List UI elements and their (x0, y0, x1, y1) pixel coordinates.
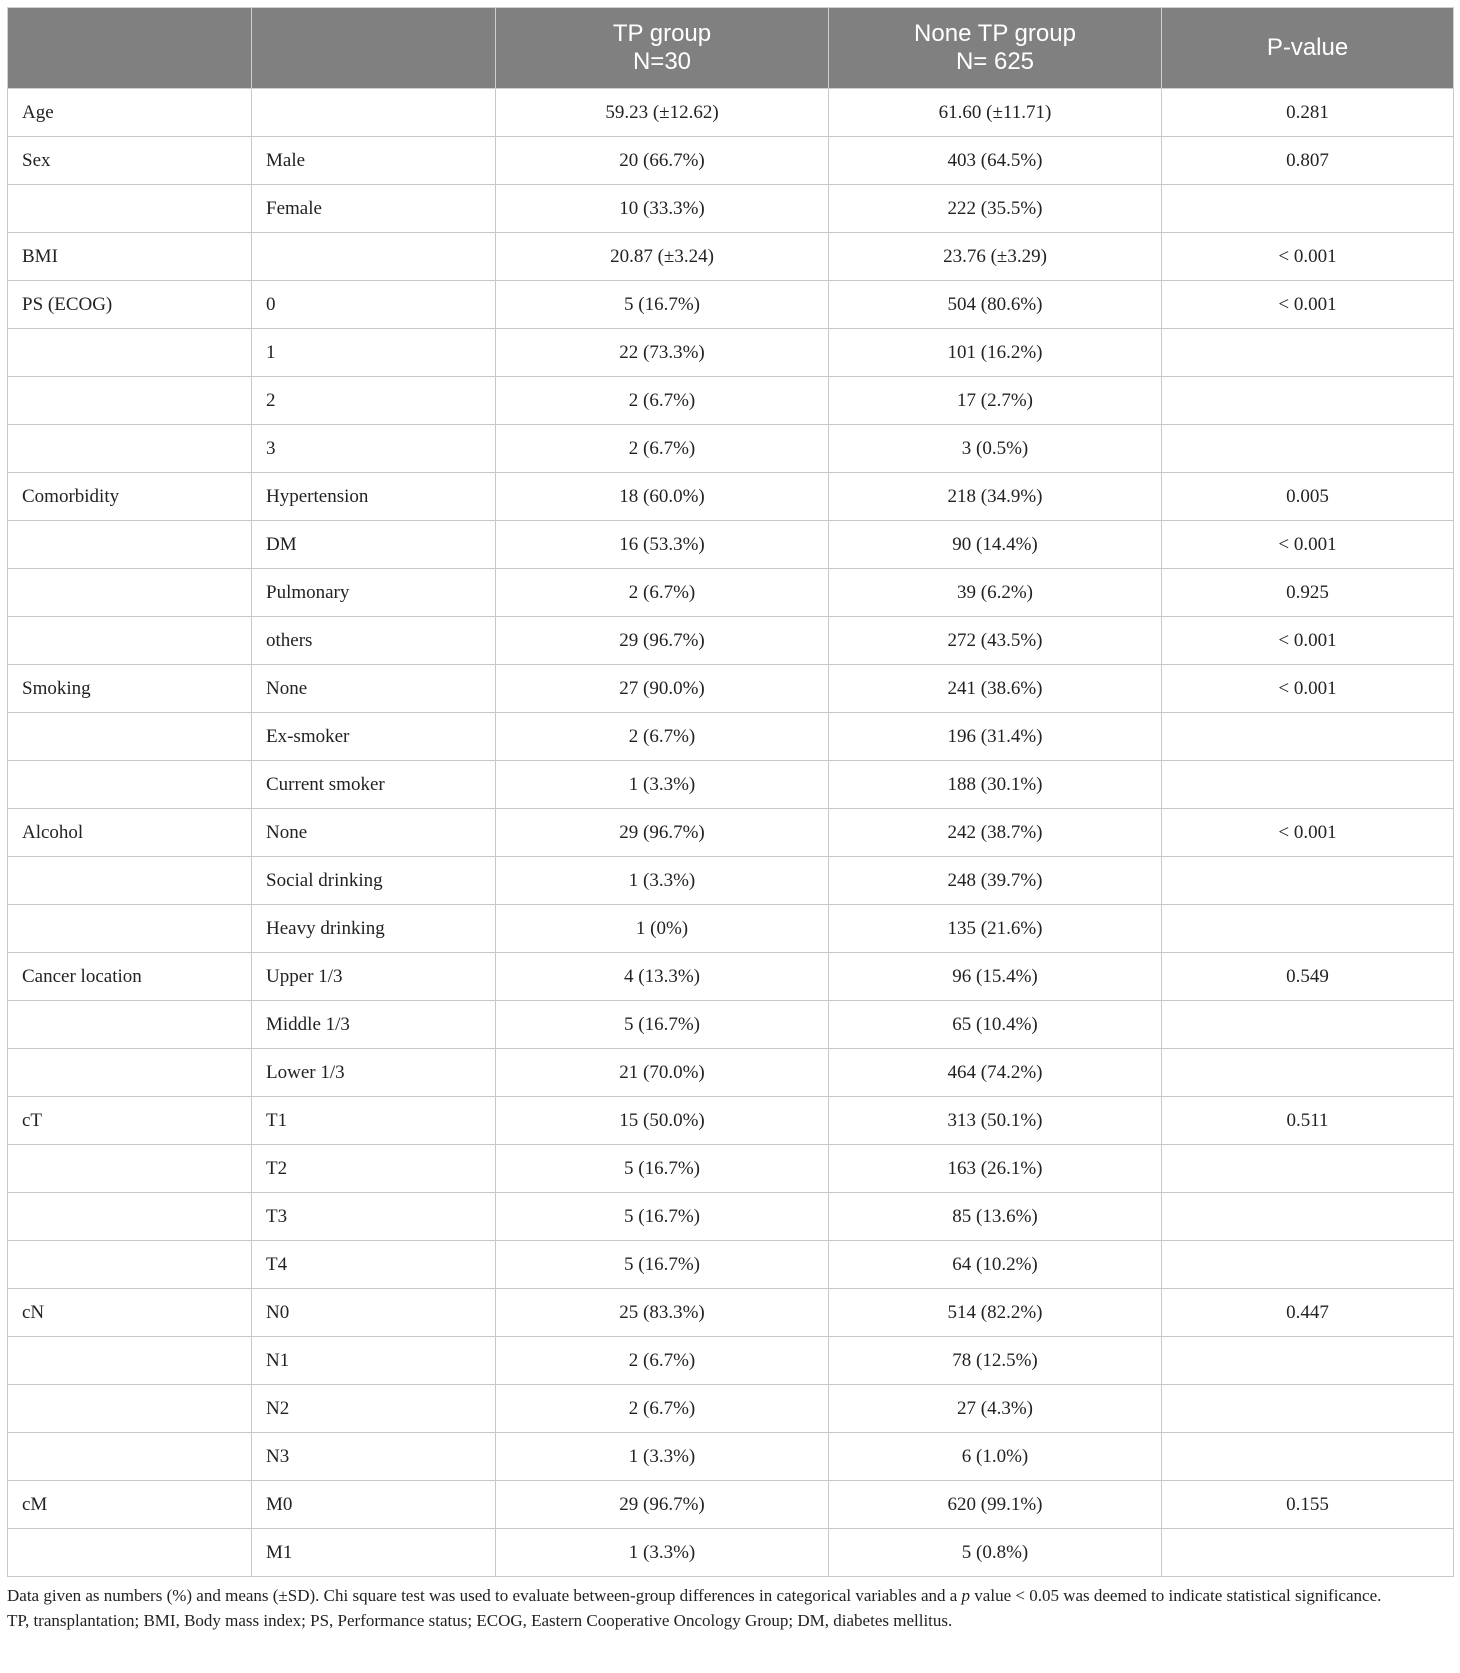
cell-p-value (1162, 185, 1454, 233)
cell-tp-group: 1 (3.3%) (496, 1529, 829, 1577)
cell-none-tp-group: 17 (2.7%) (829, 377, 1162, 425)
table-row (8, 233, 1454, 281)
cell-p-value: < 0.001 (1162, 665, 1454, 713)
cell-category: Hypertension (252, 473, 496, 521)
table-row (8, 1529, 1454, 1577)
table-row (8, 1241, 1454, 1289)
cell-p-value: < 0.001 (1162, 521, 1454, 569)
table-row (8, 665, 1454, 713)
cell-category (252, 233, 496, 281)
cell-tp-group: 18 (60.0%) (496, 473, 829, 521)
cell-category: N3 (252, 1433, 496, 1481)
cell-p-value: 0.005 (1162, 473, 1454, 521)
cell-category: others (252, 617, 496, 665)
cell-p-value (1162, 377, 1454, 425)
cell-variable: Age (8, 89, 252, 137)
cell-p-value (1162, 713, 1454, 761)
cell-none-tp-group: 403 (64.5%) (829, 137, 1162, 185)
cell-tp-group: 29 (96.7%) (496, 617, 829, 665)
header-variable (8, 8, 252, 89)
cell-category: M0 (252, 1481, 496, 1529)
cell-p-value: < 0.001 (1162, 809, 1454, 857)
cell-variable (8, 1385, 252, 1433)
table-row (8, 1385, 1454, 1433)
cell-none-tp-group: 313 (50.1%) (829, 1097, 1162, 1145)
cell-none-tp-group: 504 (80.6%) (829, 281, 1162, 329)
cell-category: M1 (252, 1529, 496, 1577)
cell-tp-group: 5 (16.7%) (496, 281, 829, 329)
header-tp-title: TP group (612, 20, 712, 47)
cell-p-value: < 0.001 (1162, 233, 1454, 281)
cell-none-tp-group: 64 (10.2%) (829, 1241, 1162, 1289)
table-footnotes (7, 1583, 1453, 1633)
cell-category: N0 (252, 1289, 496, 1337)
cell-p-value (1162, 1145, 1454, 1193)
cell-variable: Cancer location (8, 953, 252, 1001)
cell-none-tp-group: 90 (14.4%) (829, 521, 1162, 569)
cell-variable: cT (8, 1097, 252, 1145)
table-row (8, 905, 1454, 953)
cell-p-value (1162, 761, 1454, 809)
cell-category: None (252, 665, 496, 713)
cell-p-value: < 0.001 (1162, 281, 1454, 329)
cell-variable: BMI (8, 233, 252, 281)
cell-none-tp-group: 242 (38.7%) (829, 809, 1162, 857)
cell-variable (8, 1145, 252, 1193)
cell-p-value (1162, 1193, 1454, 1241)
cell-none-tp-group: 514 (82.2%) (829, 1289, 1162, 1337)
cell-variable (8, 617, 252, 665)
cell-variable (8, 1193, 252, 1241)
cell-variable (8, 761, 252, 809)
cell-category: DM (252, 521, 496, 569)
characteristics-table (7, 7, 1454, 1577)
cell-p-value (1162, 329, 1454, 377)
cell-none-tp-group: 241 (38.6%) (829, 665, 1162, 713)
cell-category: Social drinking (252, 857, 496, 905)
cell-variable: Comorbidity (8, 473, 252, 521)
cell-tp-group: 2 (6.7%) (496, 425, 829, 473)
cell-tp-group: 2 (6.7%) (496, 377, 829, 425)
cell-tp-group: 5 (16.7%) (496, 1193, 829, 1241)
header-none-tp-n: N= 625 (955, 48, 1035, 75)
cell-tp-group: 4 (13.3%) (496, 953, 829, 1001)
footnote-p-italic: p (961, 1586, 971, 1605)
cell-category: Pulmonary (252, 569, 496, 617)
cell-tp-group: 29 (96.7%) (496, 1481, 829, 1529)
cell-variable (8, 1049, 252, 1097)
cell-tp-group: 5 (16.7%) (496, 1145, 829, 1193)
cell-p-value (1162, 425, 1454, 473)
table-container (7, 7, 1453, 1577)
cell-p-value: 0.511 (1162, 1097, 1454, 1145)
cell-category: N2 (252, 1385, 496, 1433)
cell-tp-group: 25 (83.3%) (496, 1289, 829, 1337)
cell-variable (8, 1241, 252, 1289)
cell-category (252, 89, 496, 137)
cell-none-tp-group: 85 (13.6%) (829, 1193, 1162, 1241)
header-none-tp-group (829, 8, 1162, 89)
cell-p-value (1162, 1049, 1454, 1097)
cell-category: Heavy drinking (252, 905, 496, 953)
table-row (8, 1337, 1454, 1385)
cell-p-value (1162, 1529, 1454, 1577)
cell-category: N1 (252, 1337, 496, 1385)
table-row (8, 137, 1454, 185)
cell-category: Current smoker (252, 761, 496, 809)
cell-category: 1 (252, 329, 496, 377)
cell-category: Ex-smoker (252, 713, 496, 761)
cell-none-tp-group: 163 (26.1%) (829, 1145, 1162, 1193)
table-row (8, 1049, 1454, 1097)
cell-variable (8, 1529, 252, 1577)
cell-tp-group: 21 (70.0%) (496, 1049, 829, 1097)
cell-category: Male (252, 137, 496, 185)
cell-none-tp-group: 65 (10.4%) (829, 1001, 1162, 1049)
header-p-value: P-value (1162, 8, 1454, 89)
footnote-methods-text-end: value < 0.05 was deemed to indicate statistical significance. (970, 1586, 1382, 1605)
cell-variable (8, 857, 252, 905)
cell-none-tp-group: 188 (30.1%) (829, 761, 1162, 809)
table-row (8, 425, 1454, 473)
cell-p-value (1162, 905, 1454, 953)
cell-variable: Alcohol (8, 809, 252, 857)
cell-variable (8, 713, 252, 761)
cell-category: 0 (252, 281, 496, 329)
table-row (8, 857, 1454, 905)
cell-variable: cM (8, 1481, 252, 1529)
table-row (8, 1481, 1454, 1529)
table-row (8, 761, 1454, 809)
cell-variable (8, 905, 252, 953)
header-tp-group (496, 8, 829, 89)
cell-tp-group: 20.87 (±3.24) (496, 233, 829, 281)
cell-p-value: 0.281 (1162, 89, 1454, 137)
cell-tp-group: 20 (66.7%) (496, 137, 829, 185)
table-row (8, 473, 1454, 521)
table-body (8, 89, 1454, 1577)
cell-variable (8, 1001, 252, 1049)
cell-p-value: 0.925 (1162, 569, 1454, 617)
cell-variable: Smoking (8, 665, 252, 713)
cell-none-tp-group: 96 (15.4%) (829, 953, 1162, 1001)
table-row (8, 953, 1454, 1001)
table-row (8, 377, 1454, 425)
cell-none-tp-group: 218 (34.9%) (829, 473, 1162, 521)
table-row (8, 617, 1454, 665)
cell-tp-group: 2 (6.7%) (496, 1337, 829, 1385)
table-row (8, 1433, 1454, 1481)
table-row (8, 1145, 1454, 1193)
cell-tp-group: 2 (6.7%) (496, 713, 829, 761)
cell-p-value: 0.155 (1162, 1481, 1454, 1529)
table-row (8, 713, 1454, 761)
table-row (8, 329, 1454, 377)
cell-tp-group: 1 (0%) (496, 905, 829, 953)
cell-category: None (252, 809, 496, 857)
table-row (8, 569, 1454, 617)
cell-none-tp-group: 101 (16.2%) (829, 329, 1162, 377)
footnote-methods (7, 1583, 1453, 1608)
cell-category: T1 (252, 1097, 496, 1145)
table-row (8, 281, 1454, 329)
cell-category: T2 (252, 1145, 496, 1193)
cell-category: Upper 1/3 (252, 953, 496, 1001)
table-row (8, 1193, 1454, 1241)
cell-category: T4 (252, 1241, 496, 1289)
cell-p-value (1162, 1241, 1454, 1289)
cell-variable (8, 425, 252, 473)
cell-variable (8, 569, 252, 617)
cell-tp-group: 29 (96.7%) (496, 809, 829, 857)
cell-variable (8, 329, 252, 377)
cell-none-tp-group: 5 (0.8%) (829, 1529, 1162, 1577)
cell-tp-group: 27 (90.0%) (496, 665, 829, 713)
cell-variable (8, 1337, 252, 1385)
table-row (8, 1289, 1454, 1337)
cell-p-value: < 0.001 (1162, 617, 1454, 665)
cell-variable (8, 1433, 252, 1481)
cell-none-tp-group: 620 (99.1%) (829, 1481, 1162, 1529)
cell-category: T3 (252, 1193, 496, 1241)
cell-p-value (1162, 1001, 1454, 1049)
cell-none-tp-group: 248 (39.7%) (829, 857, 1162, 905)
cell-none-tp-group: 39 (6.2%) (829, 569, 1162, 617)
cell-p-value (1162, 1385, 1454, 1433)
cell-variable (8, 377, 252, 425)
table-row (8, 1097, 1454, 1145)
cell-variable (8, 185, 252, 233)
cell-variable: Sex (8, 137, 252, 185)
cell-category: Middle 1/3 (252, 1001, 496, 1049)
table-row (8, 89, 1454, 137)
cell-none-tp-group: 27 (4.3%) (829, 1385, 1162, 1433)
cell-p-value (1162, 1337, 1454, 1385)
cell-p-value (1162, 857, 1454, 905)
cell-p-value: 0.549 (1162, 953, 1454, 1001)
cell-none-tp-group: 196 (31.4%) (829, 713, 1162, 761)
table-row (8, 185, 1454, 233)
cell-category: 2 (252, 377, 496, 425)
cell-tp-group: 15 (50.0%) (496, 1097, 829, 1145)
cell-category: 3 (252, 425, 496, 473)
cell-p-value: 0.447 (1162, 1289, 1454, 1337)
cell-tp-group: 5 (16.7%) (496, 1241, 829, 1289)
cell-tp-group: 16 (53.3%) (496, 521, 829, 569)
cell-none-tp-group: 222 (35.5%) (829, 185, 1162, 233)
cell-category: Lower 1/3 (252, 1049, 496, 1097)
table-row (8, 1001, 1454, 1049)
cell-none-tp-group: 464 (74.2%) (829, 1049, 1162, 1097)
cell-category: Female (252, 185, 496, 233)
cell-none-tp-group: 272 (43.5%) (829, 617, 1162, 665)
header-none-tp-title: None TP group (914, 20, 1076, 47)
cell-p-value: 0.807 (1162, 137, 1454, 185)
table-row (8, 521, 1454, 569)
footnote-abbreviations: TP, transplantation; BMI, Body mass index; PS, Performance status; ECOG, Eastern Cooperative Oncology Group; DM, diabetes mellitus. (7, 1611, 953, 1630)
footnote-methods-text: Data given as numbers (%) and means (±SD). Chi square test was used to evaluate between-group differences in categorical variables and a (7, 1586, 962, 1605)
header-row (8, 8, 1454, 89)
cell-p-value (1162, 1433, 1454, 1481)
header-tp-n: N=30 (632, 48, 692, 75)
cell-variable: PS (ECOG) (8, 281, 252, 329)
cell-tp-group: 59.23 (±12.62) (496, 89, 829, 137)
header-category (252, 8, 496, 89)
cell-tp-group: 1 (3.3%) (496, 1433, 829, 1481)
cell-tp-group: 2 (6.7%) (496, 569, 829, 617)
cell-none-tp-group: 6 (1.0%) (829, 1433, 1162, 1481)
cell-variable: cN (8, 1289, 252, 1337)
cell-none-tp-group: 23.76 (±3.29) (829, 233, 1162, 281)
cell-none-tp-group: 3 (0.5%) (829, 425, 1162, 473)
cell-none-tp-group: 78 (12.5%) (829, 1337, 1162, 1385)
cell-tp-group: 1 (3.3%) (496, 857, 829, 905)
cell-none-tp-group: 135 (21.6%) (829, 905, 1162, 953)
cell-none-tp-group: 61.60 (±11.71) (829, 89, 1162, 137)
cell-tp-group: 1 (3.3%) (496, 761, 829, 809)
cell-tp-group: 2 (6.7%) (496, 1385, 829, 1433)
cell-tp-group: 10 (33.3%) (496, 185, 829, 233)
cell-tp-group: 22 (73.3%) (496, 329, 829, 377)
table-row (8, 809, 1454, 857)
cell-tp-group: 5 (16.7%) (496, 1001, 829, 1049)
cell-variable (8, 521, 252, 569)
